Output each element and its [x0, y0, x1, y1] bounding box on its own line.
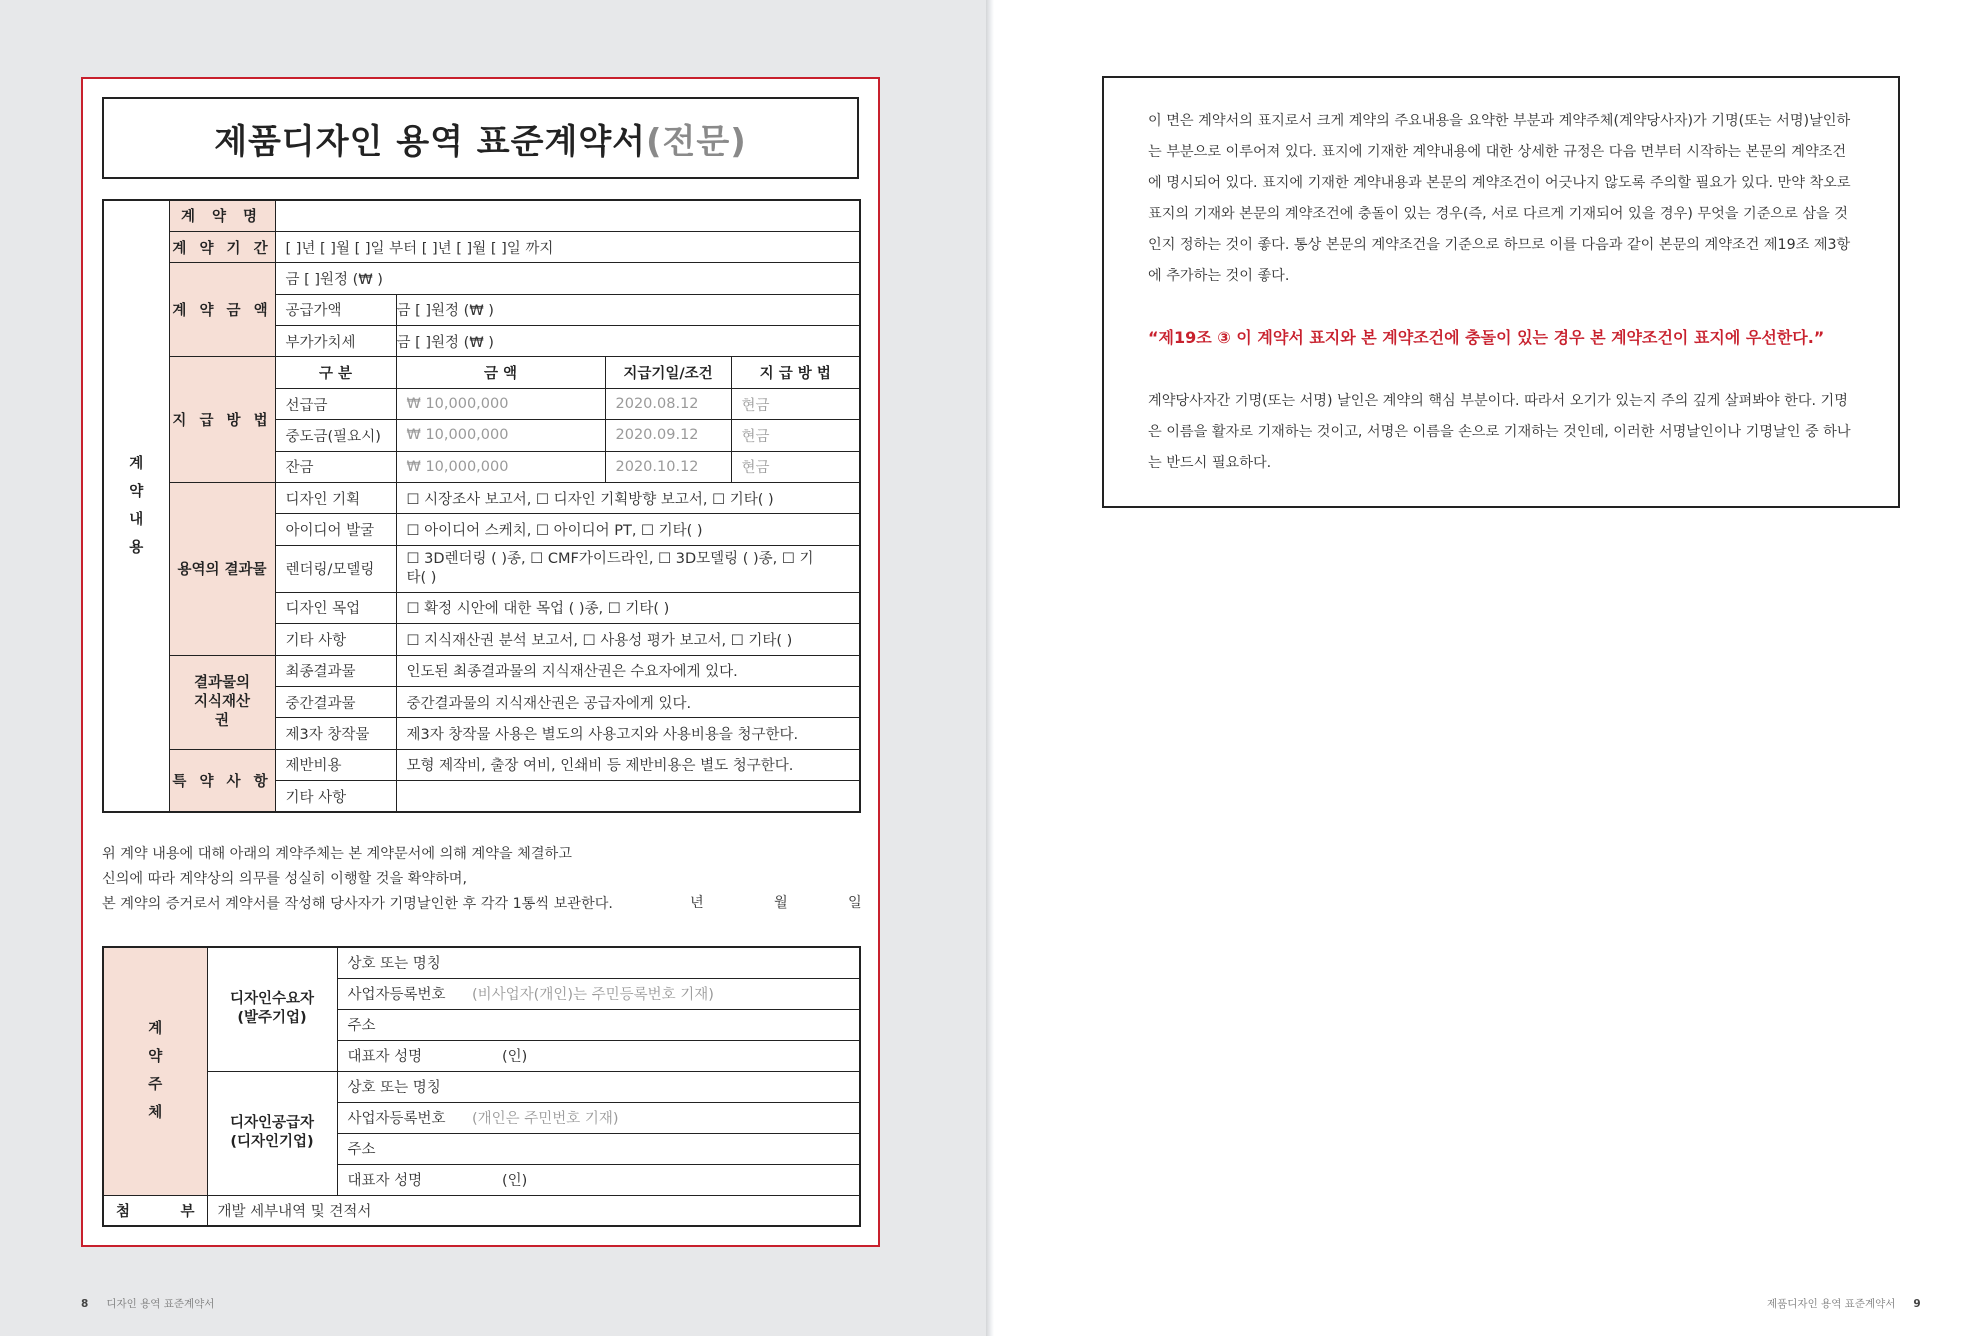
special-terms-label: 특 약 사 항 [169, 749, 275, 812]
seal-mark: (인) [472, 1040, 860, 1071]
footer-right [1767, 1296, 1921, 1311]
special-detail[interactable] [396, 781, 860, 812]
deliverable-item: 디자인 목업 [275, 592, 396, 623]
amount-supply-field[interactable]: 금 [ ]원정 (₩ ) [396, 294, 860, 325]
page-number: 9 [1913, 1298, 1921, 1310]
agreement-paragraph: 위 계약 내용에 대해 아래의 계약주체는 본 계약문서에 의해 계약을 체결하고 신의에 따라 계약상의 의무를 성실히 이행할 것을 확약하며, 본 계약의 증거로서 계약서를 작성해 당사자가 기명날인한 후 각각 1통씩 보관한다. [102, 846, 613, 912]
amount-vat-field[interactable]: 금 [ ]원정 (₩ ) [396, 326, 860, 357]
clause-quote: “제19조 ③ 이 계약서 표지와 본 계약조건에 충돌이 있는 경우 본 계약조건이 표지에 우선한다.” [1148, 328, 1825, 347]
party-field-label[interactable]: 주소 [337, 1133, 860, 1164]
ip-item: 최종결과물 [275, 655, 396, 686]
table-row [103, 655, 860, 686]
payment-method[interactable]: 현금 [731, 420, 860, 451]
footer-text: 제품디자인 용역 표준계약서 [1767, 1298, 1896, 1310]
deliverable-options[interactable]: ☐ 3D렌더링 ( )종, ☐ CMF가이드라인, ☐ 3D모델링 ( )종, ☐ 기타( ) [396, 545, 860, 592]
ip-item: 제3자 창작물 [275, 718, 396, 749]
table-row [103, 483, 860, 514]
parties-section-label: 계 약 주 체 [103, 947, 207, 1195]
table-row [103, 1195, 860, 1226]
contract-name-label: 계 약 명 [169, 200, 275, 231]
client-label: 디자인수요자 (발주기업) [207, 947, 337, 1071]
table-row [103, 947, 860, 978]
footer-text: 디자인 용역 표준계약서 [106, 1298, 215, 1310]
attachment-value: 개발 세부내역 및 견적서 [207, 1195, 860, 1226]
date-month-label: 월 [774, 895, 788, 911]
party-field-label[interactable]: 대표자 성명 [337, 1164, 472, 1195]
party-field-label[interactable]: 상호 또는 명칭 [337, 1071, 860, 1102]
deliverables-label: 용역의 결과물 [169, 483, 275, 656]
deliverable-options[interactable]: ☐ 아이디어 스케치, ☐ 아이디어 PT, ☐ 기타( ) [396, 514, 860, 545]
date-day-label: 일 [848, 895, 862, 911]
deliverable-item: 디자인 기획 [275, 483, 396, 514]
payment-type: 선급금 [275, 388, 396, 419]
party-field-label[interactable]: 주소 [337, 1009, 860, 1040]
supplier-label: 디자인공급자 (디자인기업) [207, 1071, 337, 1195]
deliverable-options[interactable]: ☐ 지식재산권 분석 보고서, ☐ 사용성 평가 보고서, ☐ 기타( ) [396, 624, 860, 655]
deliverable-item: 렌더링/모델링 [275, 545, 396, 592]
payment-col-date: 지급기일/조건 [605, 357, 731, 388]
special-item: 제반비용 [275, 749, 396, 780]
contract-content-label: 계 약 내 용 [103, 200, 169, 812]
party-field-hint: (개인은 주민번호 기재) [472, 1102, 860, 1133]
page-number: 8 [81, 1298, 89, 1310]
commentary-paragraph-2: 계약당사자간 기명(또는 서명) 날인은 계약의 핵심 부분이다. 따라서 오기가 있는지 주의 깊게 살펴봐야 한다. 기명은 이름을 활자로 기재하는 것이고, 서명은 이름을 손으로 기재하는 것인데, 이러한 서명날인이나 기명날인 중 하나는 반드시 필요하다. [1148, 393, 1851, 471]
party-field-label[interactable]: 사업자등록번호 [337, 1102, 472, 1133]
table-row [103, 749, 860, 780]
payment-col-method: 지 급 방 법 [731, 357, 860, 388]
deliverable-item: 아이디어 발굴 [275, 514, 396, 545]
page-title [102, 97, 859, 179]
payment-date[interactable]: 2020.09.12 [605, 420, 731, 451]
payment-amount[interactable]: ₩ 10,000,000 [396, 420, 605, 451]
contract-parties-table [102, 946, 861, 1227]
table-row [103, 200, 860, 231]
ip-detail: 제3자 창작물 사용은 별도의 사용고지와 사용비용을 청구한다. [396, 718, 860, 749]
contract-name-field[interactable] [275, 200, 860, 231]
special-detail[interactable]: 모형 제작비, 출장 여비, 인쇄비 등 제반비용은 별도 청구한다. [396, 749, 860, 780]
commentary-paragraph-1: 이 면은 계약서의 표지로서 크게 계약의 주요내용을 요약한 부분과 계약주체(계약당사자)가 기명(또는 서명)날인하는 부분으로 이루어져 있다. 표지에 기재한 계약내용에 대한 상세한 규정은 다음 면부터 시작하는 본문의 계약조건에 명시되어 있다. 표지에 기재한 계약내용과 본문의 계약조건이 어긋나지 않도록 주의할 필요가 있다. 만약 착오로 표지의 기재와 본문의 계약조건에 충돌이 있는 경우(즉, 서로 다르게 기재되어 있을 경우) 무엇을 기준으로 삼을 것인지 정하는 것이 좋다. 통상 본문의 계약조건을 기준으로 하므로 이를 다음과 같이 본문의 계약조건 제19조 제3항에 추가하는 것이 좋다. [1148, 113, 1851, 284]
party-field-label[interactable]: 사업자등록번호 [337, 978, 472, 1009]
special-item: 기타 사항 [275, 781, 396, 812]
book-spine [986, 0, 994, 1336]
date-year-label: 년 [690, 895, 704, 911]
payment-date[interactable]: 2020.10.12 [605, 451, 731, 482]
seal-mark: (인) [472, 1164, 860, 1195]
contract-period-field[interactable]: [ ]년 [ ]월 [ ]일 부터 [ ]년 [ ]월 [ ]일 까지 [275, 231, 860, 262]
title-main: 제품디자인 용역 표준계약서 [214, 121, 647, 162]
table-row [103, 231, 860, 262]
payment-method[interactable]: 현금 [731, 451, 860, 482]
payment-type: 잔금 [275, 451, 396, 482]
party-field-label[interactable]: 상호 또는 명칭 [337, 947, 860, 978]
amount-total-field[interactable]: 금 [ ]원정 (₩ ) [275, 263, 860, 294]
deliverable-options[interactable]: ☐ 확정 시안에 대한 목업 ( )종, ☐ 기타( ) [396, 592, 860, 623]
table-row [103, 1071, 860, 1102]
party-field-hint: (비사업자(개인)는 주민등록번호 기재) [472, 978, 860, 1009]
deliverable-item: 기타 사항 [275, 624, 396, 655]
ip-rights-label: 결과물의 지식재산권 [169, 655, 275, 749]
payment-amount[interactable]: ₩ 10,000,000 [396, 388, 605, 419]
payment-date[interactable]: 2020.08.12 [605, 388, 731, 419]
payment-col-type: 구 분 [275, 357, 396, 388]
table-row [103, 263, 860, 294]
attachment-label: 첨 부 [103, 1195, 207, 1226]
payment-amount[interactable]: ₩ 10,000,000 [396, 451, 605, 482]
amount-supply-label: 공급가액 [275, 294, 396, 325]
contract-summary-table [102, 199, 861, 813]
payment-type: 중도금(필요시) [275, 420, 396, 451]
contract-amount-label: 계 약 금 액 [169, 263, 275, 357]
title-sub: (전문) [646, 121, 747, 162]
amount-vat-label: 부가가치세 [275, 326, 396, 357]
payment-col-amount: 금 액 [396, 357, 605, 388]
table-row [103, 357, 860, 388]
contract-period-label: 계 약 기 간 [169, 231, 275, 262]
deliverable-options[interactable]: ☐ 시장조사 보고서, ☐ 디자인 기획방향 보고서, ☐ 기타( ) [396, 483, 860, 514]
party-field-label[interactable]: 대표자 성명 [337, 1040, 472, 1071]
footer-left [81, 1296, 214, 1311]
payment-method[interactable]: 현금 [731, 388, 860, 419]
ip-detail: 중간결과물의 지식재산권은 공급자에게 있다. [396, 686, 860, 717]
ip-detail: 인도된 최종결과물의 지식재산권은 수요자에게 있다. [396, 655, 860, 686]
ip-item: 중간결과물 [275, 686, 396, 717]
payment-method-label: 지 급 방 법 [169, 357, 275, 483]
